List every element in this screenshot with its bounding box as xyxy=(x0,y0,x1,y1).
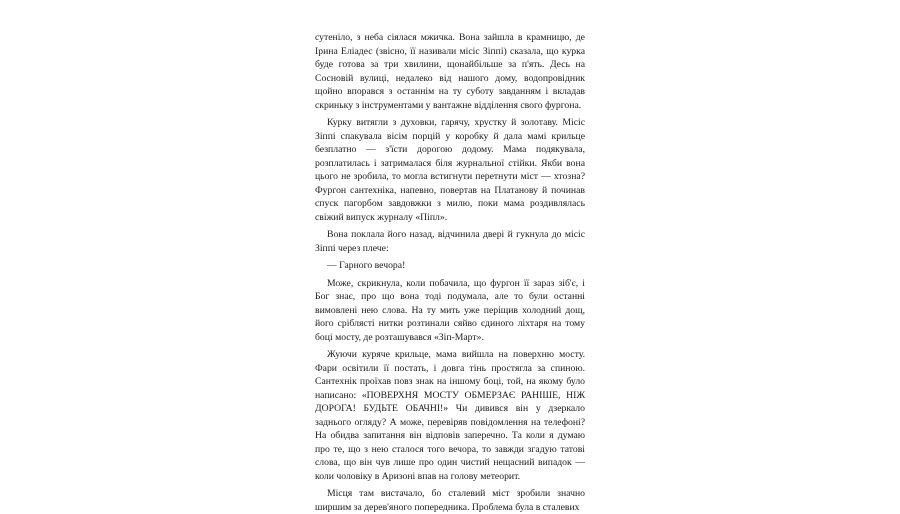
paragraph-3: Вона поклала його назад, відчинила двері й гукнула до місіс Зіппі через плече: xyxy=(315,229,585,254)
paragraph-4-dialogue: — Гарного вечора! xyxy=(327,260,406,271)
paragraph-1: сутеніло, з неба сіялася мжичка. Вона зайшла в крамницю, де Ірина Еліадес (звісно, її називали місіс Зіппі) сказала, що курка буде готова за три хвилини, щонайбільше за п'ять. Десь на Сосновій вулиці, недалеко від нашого дому, водопровідник щойно впорався з останнім на ту суботу завданням і вкладав скриньку з інструментами у вантажне відділення свого фургона. xyxy=(315,32,585,111)
paragraph-5: Може, скрикнула, коли побачила, що фургон її зараз зіб'є, і Бог знає, про що вона тоді подумала, але то були останні вимовлені нею слова. На ту мить уже періщив холодний дощ, його сріблясті нитки розтинали сяйво єдиного ліхтаря на тому боці мосту, де розташувався «Зіп-Март». xyxy=(315,277,585,343)
book-page xyxy=(315,31,585,514)
paragraph-7: Місця там вистачало, бо сталевий міст зробили значно ширшим за дерев'яного попередника. Проблема була в сталевих xyxy=(315,488,585,513)
paragraph-2: Курку витягли з духовки, гарячу, хрустку й золотаву. Місіс Зіппі спакувала вісім порцій у коробку й дала мамі крильце безплатно — з'їсти дорогою додому. Мама подякувала, розплатилась і затрималася біля журнальної стійки. Якби вона цього не зробила, то могла встигнути перетнути міст — хтозна? Фургон сантехніка, напевно, повертав на Платанову й починав спуск пагорбом завдовжки з милю, поки мама роздивлялась свіжий випуск журналу «Піпл». xyxy=(315,117,585,223)
paragraph-6: Жуючи куряче крильце, мама вийшла на поверхню мосту. Фари освітили її постать, і довга тінь простягла за спиною. Сантехнік проїхав повз знак на іншому боці, той, на якому було написано: «ПОВЕРХНЯ МОСТУ ОБМЕРЗАЄ РАНІШЕ, НІЖ ДОРОГА! БУДЬТЕ ОБАЧНІ!» Чи дивився він у дзеркало заднього огляду? А може, перевіряв повідомлення на телефоні? На обидва запитання він відповів заперечно. Та коли я думаю про те, що з нею сталося того вечора, то завжди згадую татові слова, що він чув лише про один чистий нещасний випадок — коли чоловіку в Аризоні впав на голову метеорит. xyxy=(315,349,585,482)
